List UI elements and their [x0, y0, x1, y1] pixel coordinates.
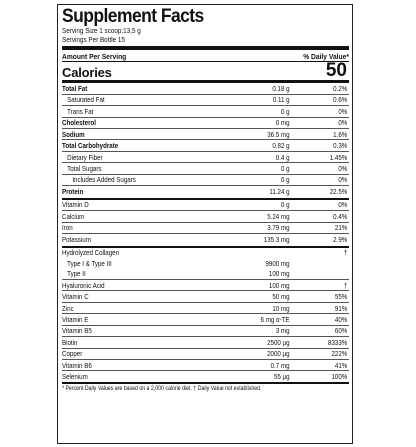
nutrient-row — [62, 186, 349, 200]
footnote: * Percent Daily Values are based on a 2,000 calorie diet. † Daily Value not established. — [62, 384, 262, 392]
nutrient-amount: 0 g — [280, 175, 290, 185]
servings-per-bottle: Servings Per Bottle 15 — [62, 34, 125, 44]
nutrient-dv: 60% — [334, 326, 348, 336]
nutrient-name: Hydrolyzed Collagen — [62, 248, 120, 258]
nutrient-dv: 0% — [338, 118, 348, 128]
nutrient-dv: † — [343, 248, 348, 258]
nutrient-name: Selenium — [62, 372, 88, 382]
nutrient-row — [62, 269, 349, 280]
nutrient-amount: 0.18 g — [272, 83, 290, 93]
nutrient-amount: 0 g — [280, 106, 290, 116]
nutrient-name: Iron — [62, 223, 73, 233]
nutrient-row — [62, 371, 349, 383]
nutrient-dv: 2.9% — [333, 235, 348, 245]
nutrient-name: Cholesterol — [62, 118, 97, 128]
nutrient-dv: 8333% — [328, 337, 348, 347]
nutrient-amount: 11.24 g — [269, 187, 290, 197]
amount-header: Amount Per Serving — [62, 51, 127, 61]
supplement-facts-panel — [57, 4, 353, 444]
nutrient-name: Calcium — [62, 211, 85, 221]
nutrient-amount: 0 mg — [275, 118, 290, 128]
nutrient-row — [62, 258, 349, 268]
nutrient-name: Protein — [62, 187, 84, 197]
nutrient-name: Vitamin D — [62, 200, 89, 210]
nutrient-row — [62, 175, 349, 186]
nutrient-dv: 0.2% — [333, 83, 348, 93]
nutrient-row — [62, 163, 349, 174]
nutrient-row — [62, 349, 349, 360]
nutrient-row — [62, 83, 349, 94]
calories-label: Calories — [62, 65, 112, 81]
nutrient-row — [62, 314, 349, 325]
nutrient-dv: 0.4% — [333, 211, 348, 221]
calories-value: 50 — [325, 60, 347, 82]
nutrient-row — [62, 234, 349, 248]
nutrient-row — [62, 200, 349, 211]
nutrient-row — [62, 118, 349, 129]
nutrient-dv: 55% — [334, 292, 348, 302]
nutrient-dv: 100% — [331, 372, 348, 382]
nutrient-name: Vitamin B5 — [62, 326, 92, 336]
nutrient-row — [62, 152, 349, 163]
nutrient-amount: 50 mg — [272, 292, 290, 302]
nutrient-amount: 135.3 mg — [263, 235, 290, 245]
nutrient-amount: 5.24 mg — [267, 211, 290, 221]
nutrient-dv: 41% — [334, 360, 348, 370]
nutrient-amount: 0.7 mg — [270, 360, 290, 370]
nutrient-amount: 6 mg α-TE — [260, 314, 290, 324]
nutrient-row — [62, 303, 349, 314]
nutrient-name: Sodium — [62, 129, 85, 139]
nutrient-row — [62, 211, 349, 222]
nutrient-dv: 0% — [338, 200, 348, 210]
nutrient-name: Total Carbohydrate — [62, 141, 119, 151]
nutrient-name: Vitamin B6 — [62, 360, 92, 370]
nutrient-name: Biotin — [62, 337, 78, 347]
nutrient-name: Total Sugars — [67, 163, 102, 173]
nutrient-dv: 0.3% — [333, 141, 348, 151]
nutrient-dv: 91% — [334, 303, 348, 313]
nutrient-name: Vitamin C — [62, 292, 89, 302]
nutrient-name: Includes Added Sugars — [72, 175, 136, 185]
nutrient-row — [62, 129, 349, 140]
panel-title: Supplement Facts — [62, 6, 204, 27]
nutrient-name: Total Fat — [62, 83, 88, 93]
nutrient-name: Hyaluronic Acid — [62, 280, 105, 290]
nutrient-dv: 22.5% — [329, 187, 348, 197]
nutrient-amount: 36.5 mg — [267, 129, 290, 139]
nutrient-row — [62, 140, 349, 151]
nutrient-amount: 3.79 mg — [267, 223, 290, 233]
nutrient-amount: 0 g — [280, 163, 290, 173]
nutrient-row — [62, 248, 349, 258]
nutrient-dv: 21% — [334, 223, 348, 233]
nutrient-name: Vitamin E — [62, 314, 89, 324]
calories-row — [62, 62, 349, 83]
nutrient-dv: 0.6% — [333, 95, 348, 105]
nutrient-row — [62, 291, 349, 302]
nutrient-amount: 0 g — [280, 200, 290, 210]
nutrient-dv: 1.45% — [329, 152, 348, 162]
nutrient-name: Copper — [62, 349, 83, 359]
nutrient-amount: 0.4 g — [275, 152, 290, 162]
nutrient-dv: † — [343, 280, 348, 290]
daily-value-header: % Daily Value* — [303, 51, 349, 61]
nutrient-amount: 100 mg — [268, 269, 290, 279]
nutrient-dv: 0% — [338, 163, 348, 173]
nutrient-amount: 10 mg — [272, 303, 290, 313]
nutrient-row — [62, 326, 349, 337]
nutrient-row — [62, 223, 349, 234]
nutrient-name: Potassium — [62, 235, 91, 245]
nutrient-amount: 0.82 g — [272, 141, 290, 151]
nutrient-name: Type I & Type III — [67, 258, 112, 268]
serving-size: Serving Size 1 scoop:13,5 g — [62, 26, 141, 35]
nutrient-amount: 3 mg — [275, 326, 290, 336]
nutrient-dv: 40% — [334, 314, 348, 324]
nutrient-name: Type II — [67, 269, 86, 279]
nutrient-dv: 222% — [331, 349, 348, 359]
nutrient-dv: 0% — [338, 106, 348, 116]
nutrient-row — [62, 106, 349, 117]
nutrient-row — [62, 280, 349, 291]
nutrient-name: Saturated Fat — [67, 95, 105, 105]
nutrient-name: Trans Fat — [67, 106, 94, 116]
nutrient-amount: 2500 µg — [267, 337, 290, 347]
nutrient-row — [62, 360, 349, 371]
nutrient-row — [62, 337, 349, 348]
nutrient-amount: 9900 mg — [265, 258, 290, 268]
nutrient-name: Zinc — [62, 303, 74, 313]
nutrient-amount: 0.11 g — [272, 95, 290, 105]
nutrient-row — [62, 95, 349, 106]
nutrient-amount: 100 mg — [268, 280, 290, 290]
nutrient-dv: 1.6% — [333, 129, 348, 139]
nutrient-amount: 2000 µg — [267, 349, 290, 359]
nutrient-dv: 0% — [338, 175, 348, 185]
nutrient-amount: 55 µg — [273, 372, 290, 382]
nutrient-name: Dietary Fiber — [67, 152, 103, 162]
column-header — [62, 46, 349, 62]
